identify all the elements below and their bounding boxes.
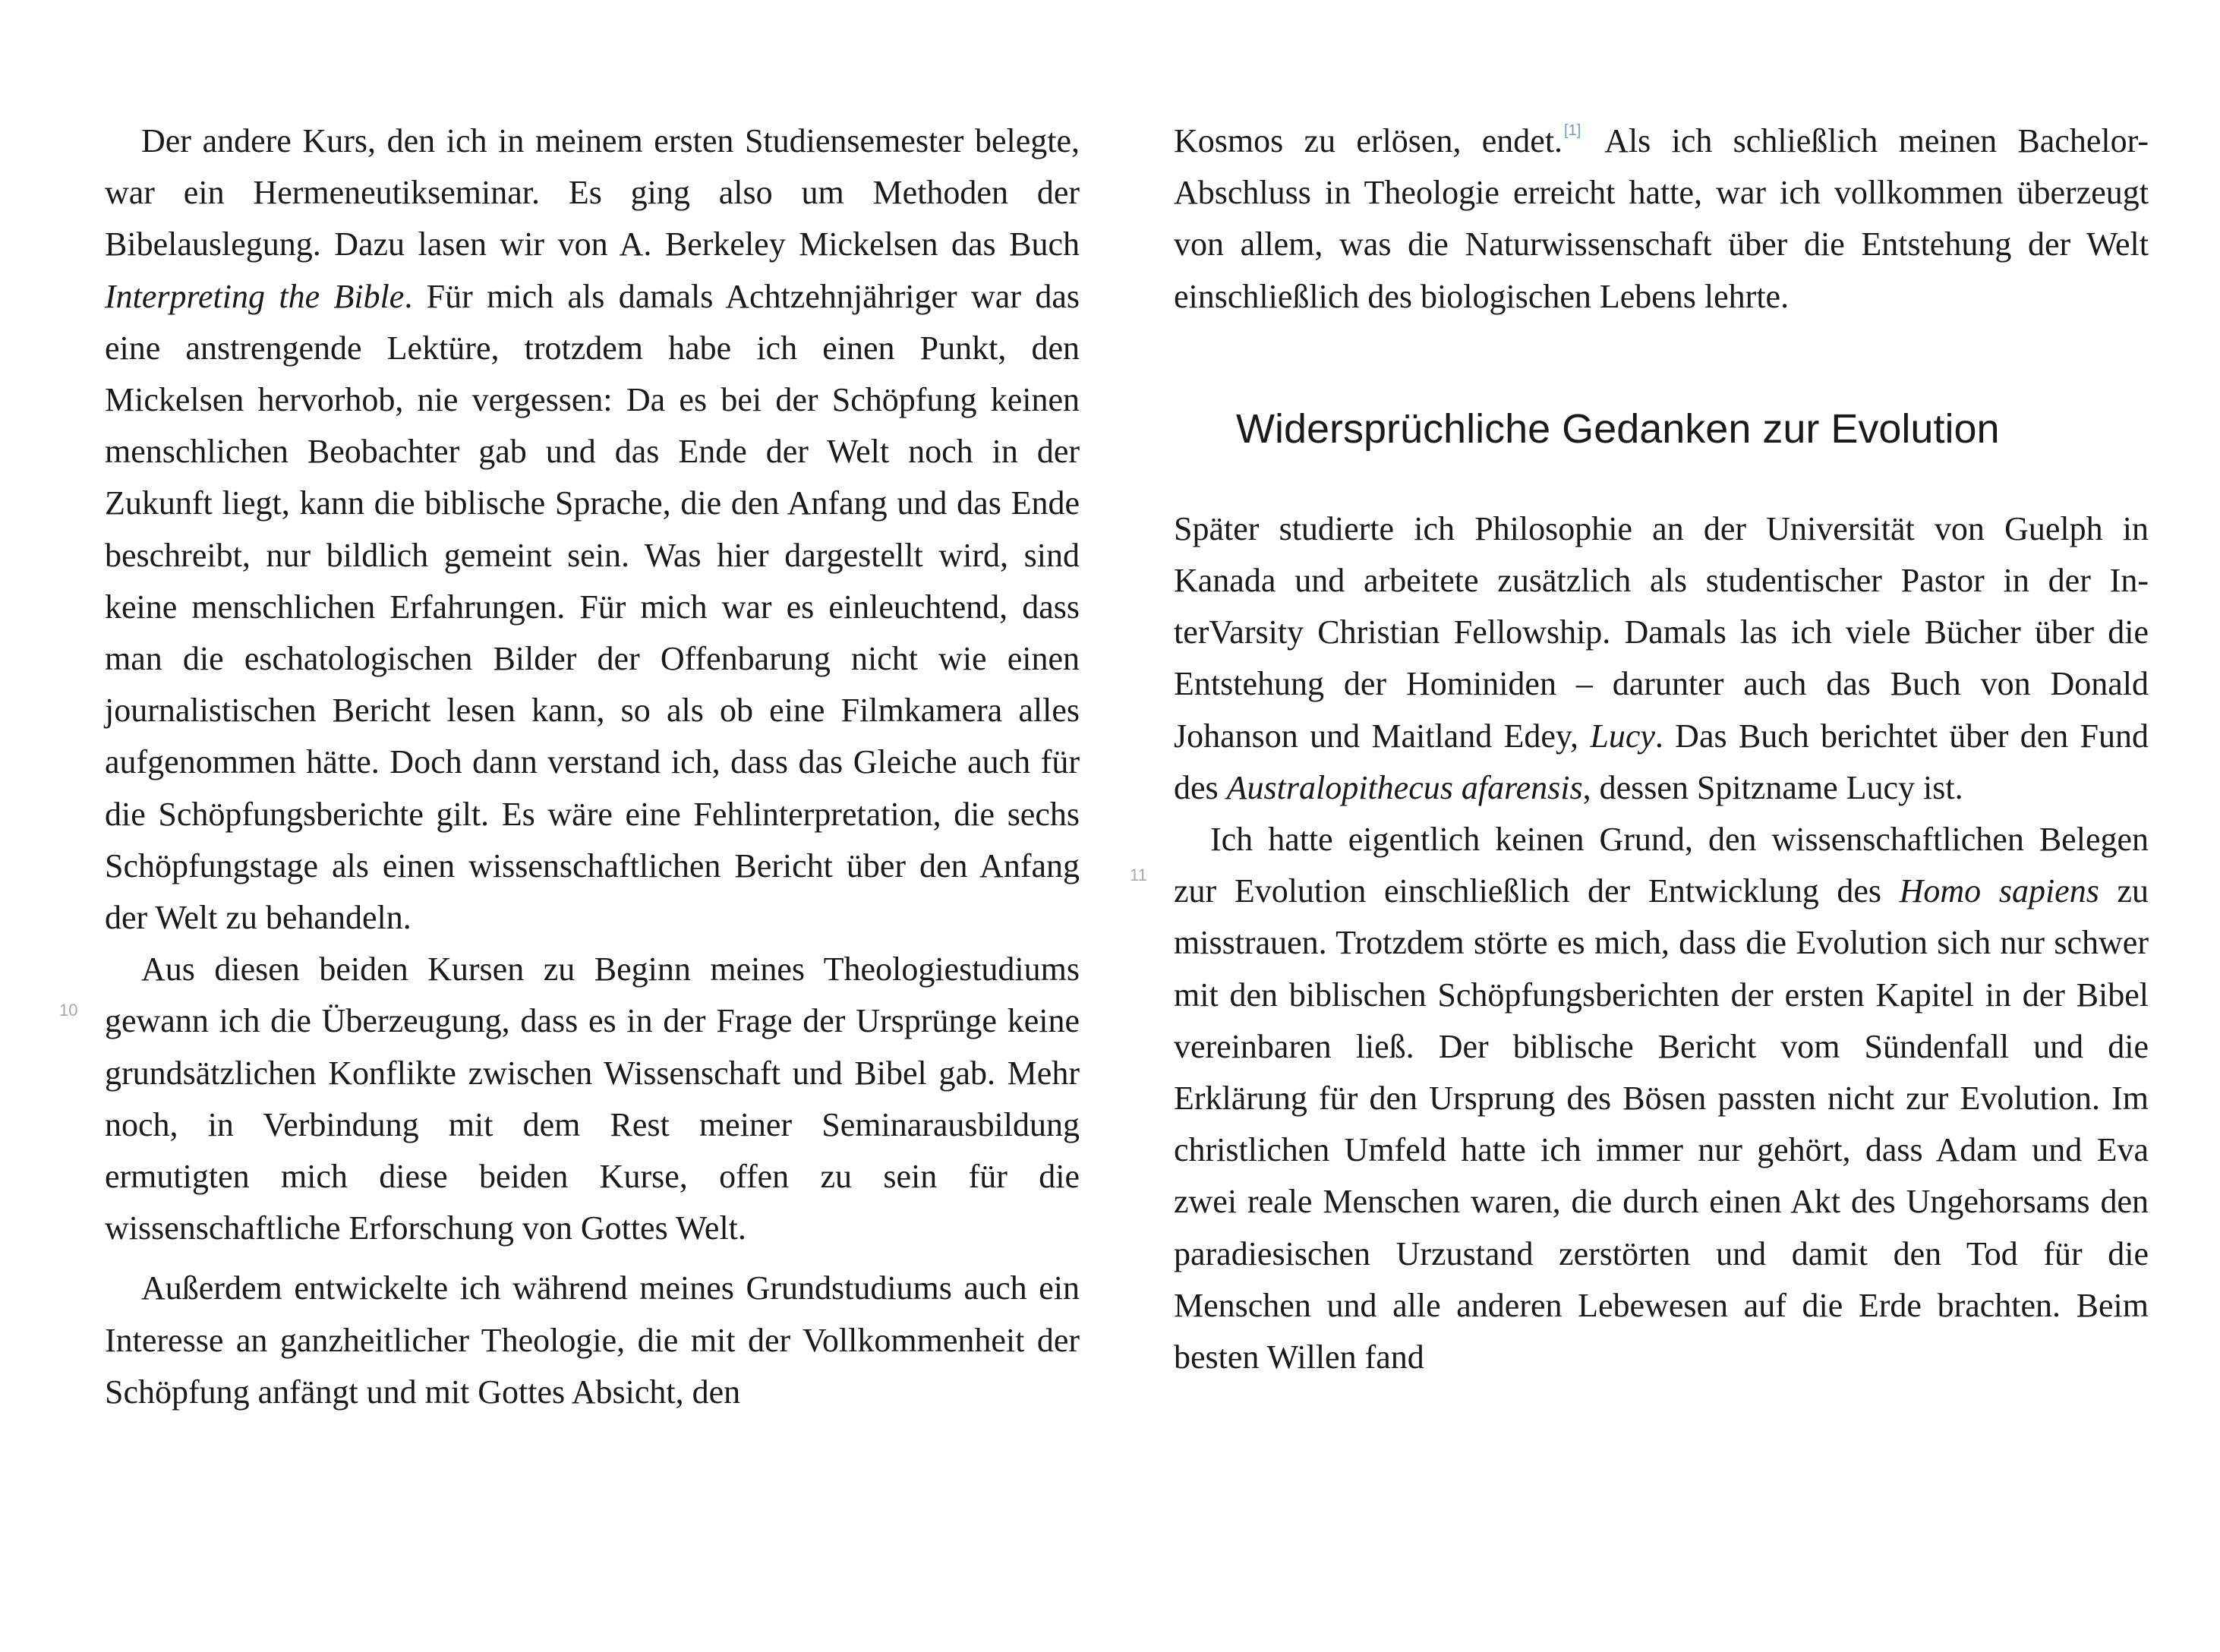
paragraph	[1174, 503, 2149, 814]
text-run: Aus diesen beiden Kursen zu Beginn meines Theologiestudiums gewann ich die Überzeugung, dass es in der Frage der Ursprünge keine grundsätzlichen Konflikte zwischen Wissenschaft und Bibel gab. Mehr noch, in Verbindung mit dem Rest meiner Seminarausbildung ermutigten mich diese beiden Kurse, offen zu sein für die wissenschaftliche Erforschung von Gottes Welt.	[105, 951, 1080, 1247]
text-run: . Für mich als damals Achtzehnjähriger war das eine anstrengende Lektüre, trotzdem habe ich einen Punkt, den Mickelsen hervorhob, nie vergessen: Da es bei der Schöpfung keinen menschlichen Beobachter gab und das Ende der Welt noch in der Zukunft liegt, kann die biblische Sprache, die den Anfang und das Ende beschreibt, nur bildlich gemeint sein. Was hier dargestellt wird, sind keine menschlichen Erfahrungen. Für mich war es einleuchtend, dass man die eschatologischen Bilder der Offenbarung nicht wie einen journalistischen Bericht lesen kann, so als ob eine Filmkamera alles aufgenommen hätte. Doch dann verstand ich, dass das Gleiche auch für die Schöpfungsberichte gilt. Es wäre eine Fehlinterpretation, die sechs Schöpfungstage als einen wissenschaftlichen Bericht über den Anfang der Welt zu behandeln.	[105, 277, 1080, 937]
page-marker-left: 10	[59, 1001, 78, 1020]
text-run: Später studierte ich Philosophie an der Universität von Guelph in Kanada und arbeitete zusätzlich als studentischer Pastor in der InterVarsity Christian Fellowship. Damals las ich viele Bücher über die Entstehung der Hominiden – darunter auch das Buch von Donald Johanson und Maitland Edey,	[1174, 509, 2149, 755]
italic-title: Lucy	[1590, 717, 1655, 755]
text-run: Der andere Kurs, den ich in meinem ersten Studiensemester belegte, war ein Hermeneutikseminar. Es ging also um Methoden der Bibelauslegung. Dazu lasen wir von A. Berkeley Mickelsen das Buch	[105, 122, 1080, 263]
text-run: Außerdem entwickelte ich während meines Grundstudiums auch ein Interesse an ganzheitlicher Theologie, die mit der Vollkommenheit der Schöpfung anfängt und mit Gottes Absicht, den	[105, 1269, 1080, 1411]
italic-title: Interpreting the Bible	[105, 277, 405, 315]
paragraph	[105, 115, 1080, 944]
section-heading: Widersprüchliche Gedanken zur Evolution	[1236, 405, 2000, 452]
paragraph	[1174, 814, 2149, 1383]
text-run: , dessen Spitzname Lucy ist.	[1582, 768, 1963, 806]
text-run: Ich hatte eigentlich keinen Grund, den wissenschaftlichen Belegen zur Evolution einschließlich der Entwicklung des	[1174, 821, 2149, 910]
continued-paragraph	[1174, 115, 2149, 323]
text-run: Kosmos zu erlösen, endet.	[1174, 122, 1563, 159]
footnote-ref-link[interactable]: [1]	[1564, 122, 1581, 139]
italic-title: Homo sapiens	[1899, 872, 2099, 910]
paragraph	[105, 1263, 1080, 1418]
paragraph	[105, 944, 1080, 1254]
text-run: zu misstrauen. Trotzdem störte es mich, dass die Evolution sich nur schwer mit den biblischen Schöpfungsberichten der ersten Kapitel in der Bibel vereinbaren ließ. Der biblische Bericht vom Sündenfall und die Erklärung für den Ursprung des Bösen passten nicht zur Evolution. Im christlichen Umfeld hatte ich immer nur gehört, dass Adam und Eva zwei reale Menschen waren, die durch einen Akt des Ungehorsams den paradiesischen Urzustand zerstörten und damit den Tod für die Menschen und alle anderen Lebewesen auf die Erde brachten. Beim besten Willen fand	[1174, 872, 2149, 1376]
text-run: . Das Buch berichtet über den Fund des	[1174, 717, 2149, 806]
page-marker-right: 11	[1130, 865, 1147, 884]
right-column	[1174, 115, 2149, 1383]
italic-title: Australopithecus afarensis	[1226, 768, 1583, 806]
text-run: Als ich schließlich meinen Bachelor-Abschluss in Theologie erreicht hatte, war ich vollkommen überzeugt von allem, was die Naturwissenschaft über die Entstehung der Welt einschließlich des biologischen Lebens lehrte.	[1174, 122, 2149, 315]
left-column	[105, 115, 1080, 1418]
